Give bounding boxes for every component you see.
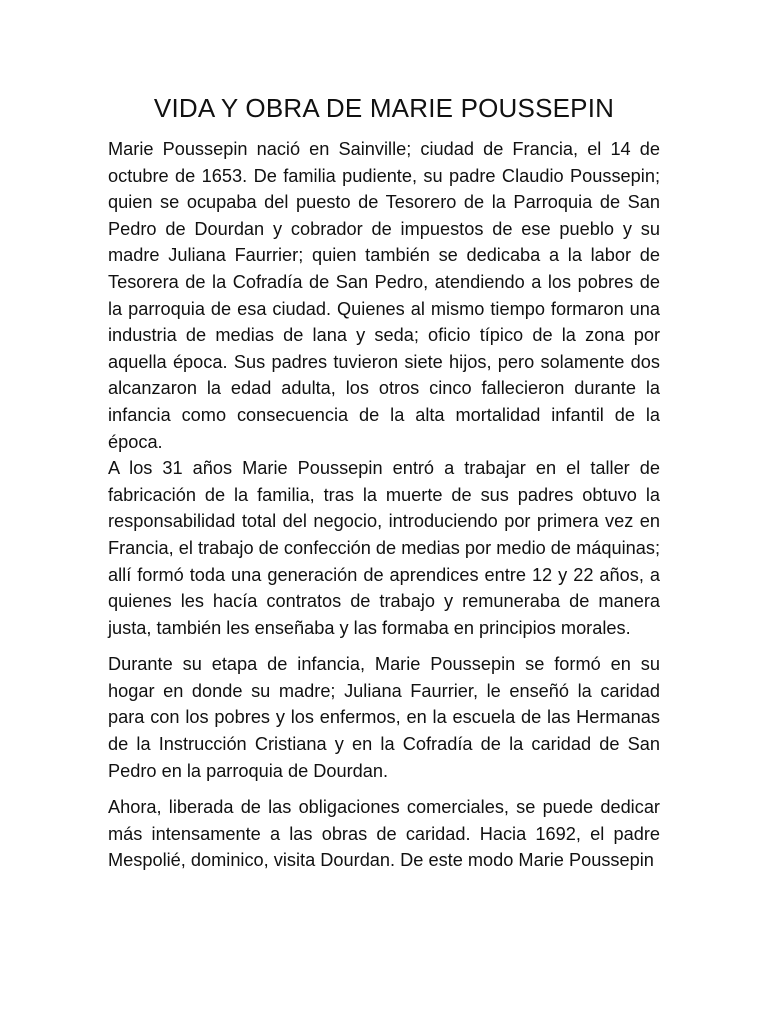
paragraph-1: Marie Poussepin nació en Sainville; ciudad de Francia, el 14 de octubre de 1653. De familia pudiente, su padre Claudio Poussepin; quien se ocupaba del puesto de Tesorero de la Parroquia de San Pedro de Dourdan y cobrador de impuestos de ese pueblo y su madre Juliana Faurrier; quien también se dedicaba a la labor de Tesorera de la Cofradía de San Pedro, atendiendo a los pobres de la parroquia de esa ciudad. Quienes al mismo tiempo formaron una industria de medias de lana y seda; oficio típico de la zona por aquella época. Sus padres tuvieron siete hijos, pero solamente dos alcanzaron la edad adulta, los otros cinco fallecieron durante la infancia como consecuencia de la alta mortalidad infantil de la época.	[108, 139, 660, 452]
paragraph-4: Ahora, liberada de las obligaciones comerciales, se puede dedicar más intensamente a las obras de caridad. Hacia 1692, el padre Mespolié, dominico, visita Dourdan. De este modo Marie Poussepin	[108, 797, 660, 871]
paragraph-3: Durante su etapa de infancia, Marie Poussepin se formó en su hogar en donde su madre; Juliana Faurrier, le enseñó la caridad para con los pobres y los enfermos, en la escuela de las Hermanas de la Instrucción Cristiana y en la Cofradía de la caridad de San Pedro en la parroquia de Dourdan.	[108, 654, 660, 781]
document-title: VIDA Y OBRA DE MARIE POUSSEPIN	[153, 93, 615, 123]
paragraph-2: A los 31 años Marie Poussepin entró a trabajar en el taller de fabricación de la familia, tras la muerte de sus padres obtuvo la responsabilidad total del negocio, introduciendo por primera vez en Francia, el trabajo de confección de medias por medio de máquinas; allí formó toda una generación de aprendices entre 12 y 22 años, a quienes les hacía contratos de trabajo y remuneraba de manera justa, también les enseñaba y las formaba en principios morales.	[108, 458, 661, 638]
